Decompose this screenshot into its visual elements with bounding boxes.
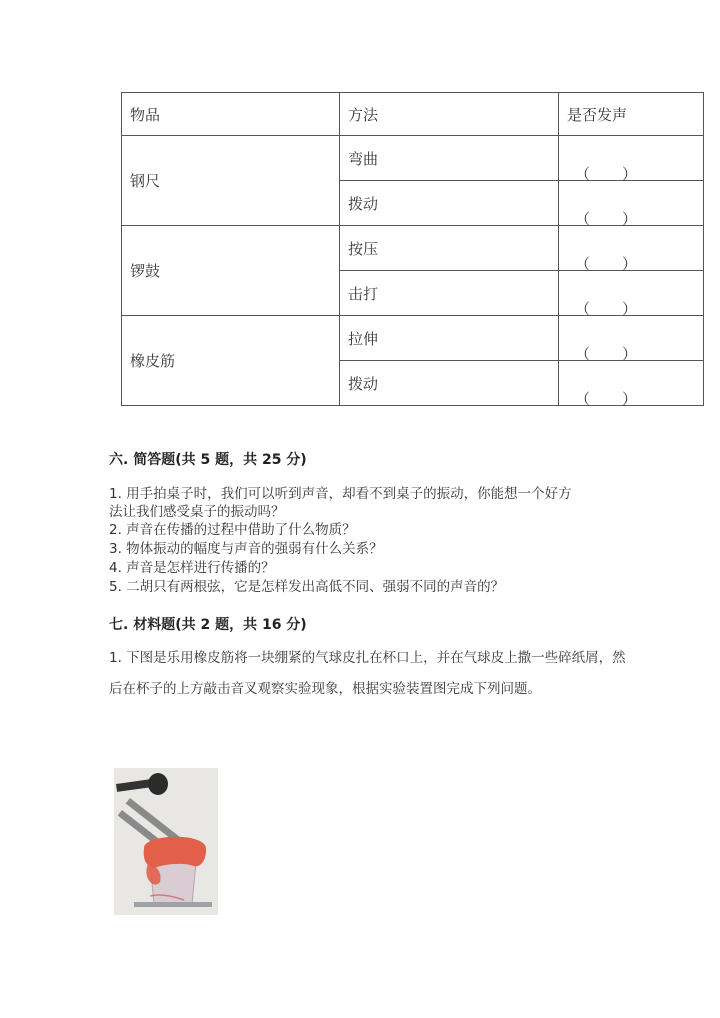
method-cell: 拨动 (340, 181, 559, 226)
header-sound: 是否发声 (559, 93, 704, 136)
table-row (122, 226, 704, 271)
method-cell: 击打 (340, 271, 559, 316)
sound-experiment-table (121, 92, 704, 406)
answer-blank[interactable]: （ ） (559, 316, 704, 361)
question-line: 1. 用手拍桌子时，我们可以听到声音，却看不到桌子的振动，你能想一个好方 (109, 486, 572, 502)
header-method: 方法 (340, 93, 559, 136)
question-line: 5. 二胡只有两根弦，它是怎样发出高低不同、强弱不同的声音的？ (109, 579, 505, 595)
table-row (122, 136, 704, 181)
section-6-title: 六. 简答题(共 5 题，共 25 分) (109, 452, 307, 468)
mallet-head (148, 773, 168, 795)
method-cell: 拨动 (340, 361, 559, 406)
balloon-skin (144, 837, 206, 868)
table-edge (134, 902, 212, 907)
material-question-text: 1. 下图是乐用橡皮筋将一块绷紧的气球皮扎在杯口上，并在气球皮上撒一些碎纸屑，然后在杯子的上方敲击音叉观察实验现象，根据实验装置图完成下列问题。 (109, 650, 626, 697)
question-line: 法让我们感受桌子的振动吗？ (109, 504, 285, 520)
item-cell: 橡皮筋 (122, 316, 340, 406)
section-7-title: 七. 材料题(共 2 题，共 16 分) (109, 617, 307, 633)
question-line: 4. 声音是怎样进行传播的？ (109, 560, 275, 576)
table-header-row (122, 93, 704, 136)
answer-blank[interactable]: （ ） (559, 361, 704, 406)
question-line: 2. 声音在传播的过程中借助了什么物质？ (109, 522, 356, 538)
question-line: 3. 物体振动的幅度与声音的强弱有什么关系？ (109, 541, 383, 557)
item-cell: 锣鼓 (122, 226, 340, 316)
experiment-illustration (114, 768, 218, 915)
answer-blank[interactable]: （ ） (559, 181, 704, 226)
answer-blank[interactable]: （ ） (559, 226, 704, 271)
table-row (122, 316, 704, 361)
method-cell: 弯曲 (340, 136, 559, 181)
method-cell: 按压 (340, 226, 559, 271)
method-cell: 拉伸 (340, 316, 559, 361)
answer-blank[interactable]: （ ） (559, 136, 704, 181)
tuning-fork-experiment-photo (114, 768, 218, 915)
item-cell: 钢尺 (122, 136, 340, 226)
header-item: 物品 (122, 93, 340, 136)
answer-blank[interactable]: （ ） (559, 271, 704, 316)
